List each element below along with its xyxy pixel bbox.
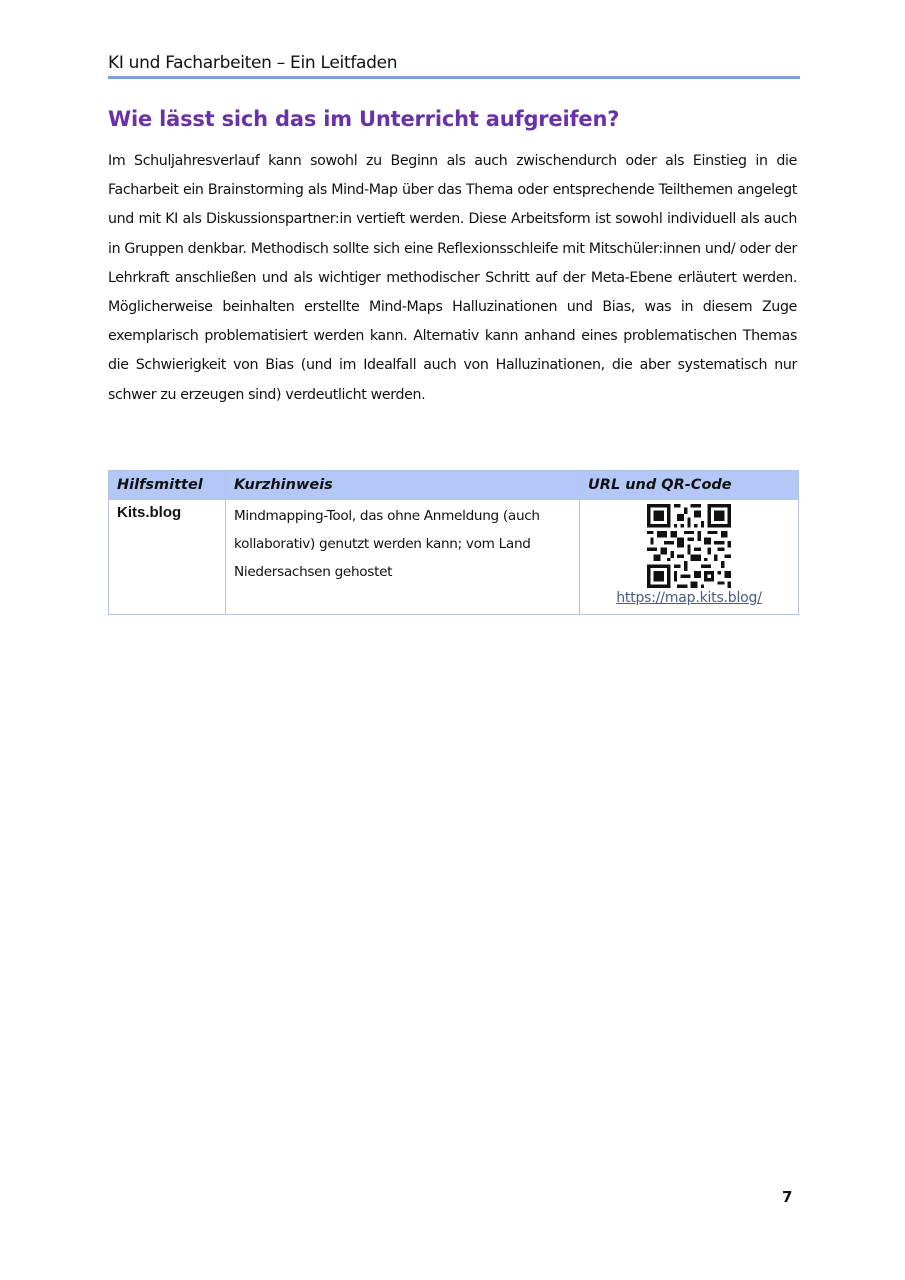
- body-paragraph: Im Schuljahresverlauf kann sowohl zu Beginn als auch zwischendurch oder als Einstieg in die Facharbeit ein Brainstorming als Mind-Map über das Thema oder entsprechende Teilthemen angelegt und mit KI als Diskussionspartner:in vertieft werden. Diese Arbeitsform ist sowohl individuell als auch in Gruppen denkbar. Methodisch sollte sich eine Reflexionsschleife mit Mitschüler:innen und/ oder der Lehrkraft anschließen und als wichtiger methodischer Schritt auf der Meta-Ebene erläutert werden. Möglicherweise beinhalten erstellte Mind-Maps Halluzinationen und Bias, was in diesem Zuge exemplarisch problematisiert werden kann. Alternativ kann anhand eines problematischen Themas die Schwierigkeit von Bias (und im Idealfall auch von Halluzinationen, die aber systematisch nur schwer zu erzeugen sind) verdeutlicht werden.: [108, 153, 797, 403]
- section-title: Wie lässt sich das im Unterricht aufgreifen?: [108, 107, 620, 131]
- page-header-title: KI und Facharbeiten – Ein Leitfaden: [108, 53, 398, 73]
- column-header-hint: Kurzhinweis: [226, 471, 580, 500]
- url-cell: [580, 500, 799, 615]
- header-divider: [108, 76, 800, 79]
- column-header-tool: Hilfsmittel: [109, 471, 226, 500]
- qr-code-icon[interactable]: [647, 504, 731, 588]
- tool-url-link[interactable]: https://map.kits.blog/: [616, 590, 762, 606]
- resources-table: [108, 470, 799, 615]
- table-row: [109, 500, 799, 615]
- tool-name: Kits.blog: [109, 500, 226, 615]
- page-number: 7: [782, 1188, 793, 1206]
- column-header-url: URL und QR-Code: [580, 471, 799, 500]
- tool-hint: Mindmapping-Tool, das ohne Anmeldung (auch kollaborativ) genutzt werden kann; vom Land Niedersachsen gehostet: [226, 500, 580, 615]
- table-header-row: [109, 471, 799, 500]
